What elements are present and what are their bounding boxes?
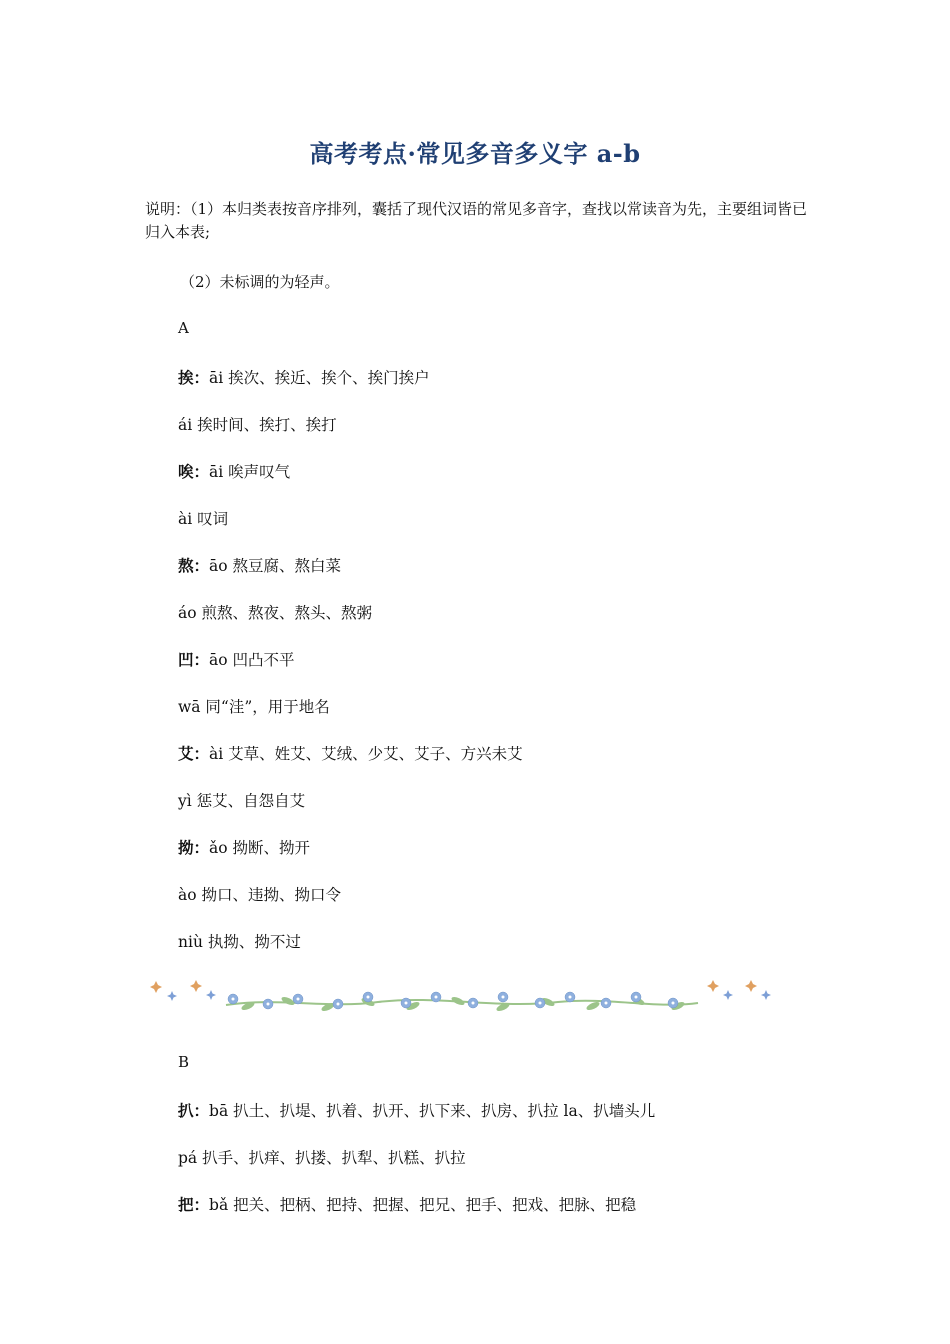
entry-head: 拗：	[178, 838, 210, 857]
entry-head: 凹：	[178, 650, 210, 669]
entry-text: ǎo 拗断、拗开	[209, 839, 311, 857]
note-paragraph-2: （2）未标调的为轻声。	[180, 273, 340, 291]
section-heading-b: B	[178, 1053, 190, 1071]
sparkle-icon	[150, 980, 216, 1001]
entry-head: 挨：	[178, 368, 210, 387]
entry-text: niù 执拗、拗不过	[178, 933, 301, 951]
entry-line	[178, 742, 523, 764]
entry-text: ái 挨时间、挨打、挨打	[178, 416, 337, 434]
entry-head: 艾：	[178, 744, 210, 763]
entry-line	[178, 460, 290, 482]
entry-text: wā 同“洼”，用于地名	[178, 698, 330, 716]
entry-head: 唉：	[178, 462, 210, 481]
entry-line	[178, 507, 228, 529]
section-heading-a: A	[178, 319, 189, 337]
entry-text: āo 凹凸不平	[209, 651, 295, 669]
entry-line	[178, 883, 341, 905]
entry-text: bǎ 把关、把柄、把持、把握、把兄、把手、把戏、把脉、把稳	[209, 1196, 637, 1214]
entry-line	[178, 648, 295, 670]
entry-line	[178, 789, 305, 811]
entry-text: pá 扒手、扒痒、扒搂、扒犁、扒糕、扒拉	[178, 1149, 466, 1167]
sparkle-icon	[707, 980, 771, 1000]
entry-text: āi 挨次、挨近、挨个、挨门挨户	[209, 369, 430, 387]
entry-text: yì 惩艾、自怨自艾	[178, 792, 306, 810]
entry-line	[178, 554, 341, 576]
entry-head: 熬：	[178, 556, 210, 575]
entry-text: āi 唉声叹气	[209, 463, 291, 481]
entry-text: bā 扒土、扒堤、扒着、扒开、扒下来、扒房、扒拉 la、扒墙头儿	[209, 1102, 656, 1120]
note-paragraph-1: 说明：（1）本归类表按音序排列，囊括了现代汉语的常见多音字，查找以常读音为先，主要组词皆已归入本表;	[145, 200, 808, 241]
entry-line	[178, 1099, 655, 1121]
entry-line	[178, 413, 337, 435]
entry-text: āo 熬豆腐、熬白菜	[209, 557, 342, 575]
entry-text: ài 叹词	[178, 510, 229, 528]
entry-line	[178, 1146, 466, 1168]
entry-text: áo 煎熬、熬夜、熬头、熬粥	[178, 604, 373, 622]
entry-line	[178, 930, 301, 952]
floral-divider-icon	[148, 975, 778, 1020]
entry-text: ài 艾草、姓艾、艾绒、少艾、艾子、方兴未艾	[209, 745, 523, 763]
entry-head: 把：	[178, 1195, 210, 1214]
page-title: 高考考点·常见多音多义字 a-b	[309, 139, 641, 168]
entry-line	[178, 1193, 636, 1215]
entry-line	[178, 366, 430, 388]
entry-line	[178, 695, 330, 717]
entry-line	[178, 836, 310, 858]
entry-line	[178, 601, 372, 623]
entry-text: ào 拗口、违拗、拗口令	[178, 886, 342, 904]
entry-head: 扒：	[178, 1101, 210, 1120]
